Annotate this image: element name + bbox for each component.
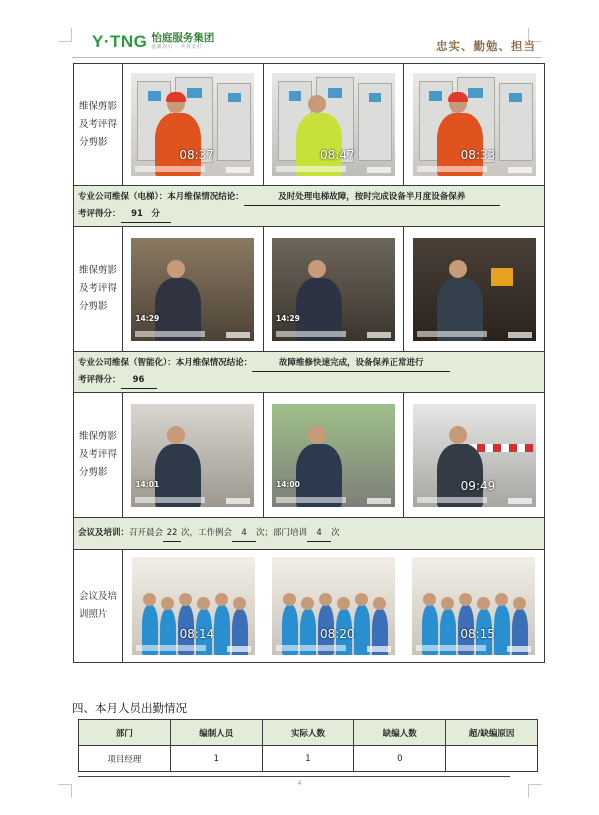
- logo-mark: Y·TNG: [92, 32, 148, 51]
- training-count: 4: [307, 525, 331, 542]
- attendance-section-title: 四、本月人员出勤情况: [72, 701, 187, 715]
- table-cell: 项目经理: [79, 746, 171, 772]
- photo-row: [74, 64, 545, 186]
- photo-timestamp: 08:33: [460, 148, 496, 162]
- attendance-header-row: [79, 720, 538, 746]
- meeting-summary-row: 会议及培训：召开晨会 22 次，工作例会 4 次；部门培训 4 次: [74, 518, 545, 550]
- table-cell: 1: [170, 746, 262, 772]
- conclusion-value: 及时处理电梯故障，按时完成设备半月度设备保养: [244, 189, 500, 206]
- score-label: 考评得分：: [78, 209, 121, 219]
- photo-timestamp: 14:00: [276, 479, 300, 489]
- footer-divider: [78, 776, 510, 777]
- maintenance-photo: [272, 73, 395, 176]
- maintenance-photo: [272, 238, 395, 341]
- photo-timestamp: 14:01: [135, 479, 160, 489]
- maintenance-photo: [131, 73, 254, 176]
- header-slogan: 忠实、勤勉、担当: [436, 39, 536, 53]
- photo-timestamp: 08:20: [319, 627, 355, 641]
- row-label: 维保剪影及考评得分剪影: [74, 227, 123, 352]
- photo-timestamp: 14:29: [135, 313, 160, 323]
- maintenance-photo: [413, 73, 536, 176]
- column-header: 实际人数: [262, 720, 354, 746]
- page-header: [72, 30, 542, 58]
- maintenance-photo: [131, 238, 254, 341]
- meeting-photo: [412, 557, 535, 655]
- meeting-label: 会议及培训：: [78, 528, 130, 538]
- conclusion-row-elevator: [74, 186, 545, 227]
- maintenance-photo: [413, 238, 536, 341]
- attendance-table: [78, 719, 538, 772]
- work-meeting-count: 4: [232, 525, 256, 542]
- photo-timestamp: 08:15: [460, 627, 495, 641]
- column-header: 部门: [79, 720, 171, 746]
- table-cell: [446, 746, 538, 772]
- photo-row: [74, 550, 545, 663]
- maintenance-report-table: [73, 63, 545, 663]
- conclusion-label: 专业公司维保（电梯）：本月维保情况结论：: [78, 192, 244, 202]
- photo-row: [74, 227, 545, 352]
- logo-tagline: 温暖同行 · 共筑美好: [151, 45, 203, 50]
- row-label: 会议及培训照片: [74, 550, 123, 663]
- table-cell: 0: [354, 746, 446, 772]
- logo-company-name: 怡庭服务集团: [151, 32, 215, 44]
- score-value: 91 分: [121, 206, 171, 223]
- photo-timestamp: 14:29: [276, 313, 300, 323]
- maintenance-photo: [131, 404, 254, 507]
- company-logo: [92, 32, 214, 52]
- crop-mark-top-left: [58, 28, 72, 42]
- photo-timestamp: 08:37: [179, 148, 214, 162]
- meeting-photo: [132, 557, 255, 655]
- score-value: 96: [121, 372, 157, 389]
- table-row: [79, 746, 538, 772]
- page-number: 4: [297, 779, 302, 787]
- meeting-photo: [272, 557, 395, 655]
- maintenance-photo: [413, 404, 536, 507]
- conclusion-value: 故障维修快速完成，设备保养正常进行: [252, 355, 450, 372]
- photo-timestamp: 09:49: [460, 478, 496, 493]
- column-header: 编制人员: [170, 720, 262, 746]
- photo-timestamp: 08:14: [179, 627, 215, 641]
- score-label: 考评得分：: [78, 375, 121, 385]
- column-header: 超/缺编原因: [446, 720, 538, 746]
- photo-timestamp: 08:47: [320, 148, 355, 162]
- morning-meeting-count: 22: [163, 525, 181, 542]
- maintenance-photo: [272, 404, 395, 507]
- conclusion-label: 专业公司维保（智能化）：本月维保情况结论：: [78, 358, 253, 368]
- row-label: 维保剪影及考评得分剪影: [74, 64, 123, 186]
- row-label: 维保剪影及考评得分剪影: [74, 393, 123, 518]
- column-header: 缺编人数: [354, 720, 446, 746]
- conclusion-row-intelligent: [74, 352, 545, 393]
- header-divider: [72, 57, 542, 58]
- photo-row: [74, 393, 545, 518]
- table-cell: 1: [262, 746, 354, 772]
